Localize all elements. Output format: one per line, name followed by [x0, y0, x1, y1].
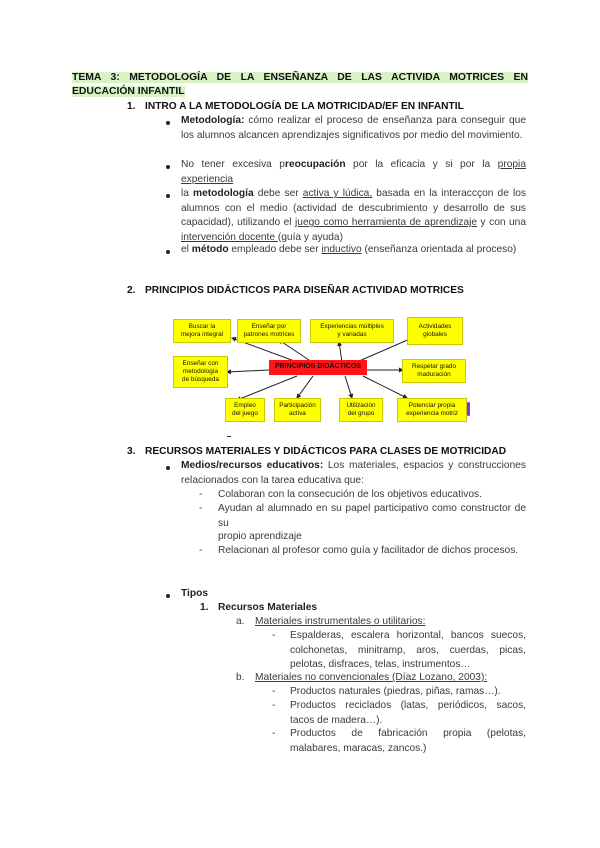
- principios-diagram: [167, 314, 495, 428]
- dash-bullet: -: [272, 686, 276, 697]
- bullet-icon: [166, 121, 170, 125]
- no-conv-item-3: Productos de fabricación propia (pelotas, malabares, maracas, zancos.): [290, 728, 526, 754]
- medios-item-1: Colaboran con la consecución de los objetivos educativos.: [218, 489, 482, 500]
- diagram-node: Experiencias múltiples y variadas: [310, 319, 394, 343]
- diagram-node: Buscar la mejora integral: [173, 319, 231, 343]
- dash-bullet: -: [199, 503, 203, 514]
- s1-bullet-4: el método empleado debe ser inductivo (enseñanza orientada al proceso): [181, 244, 517, 255]
- dash-bullet: -: [272, 700, 276, 711]
- medios-item-3: Relacionan al profesor como guía y facilitador de dichos procesos.: [218, 545, 519, 556]
- diagram-node: Enseñar por patrones motrices: [237, 319, 301, 343]
- instrumentales-list: Espalderas, escalera horizontal, bancos suecos, colchonetas, minitramp, aros, cuerdas, picas, pelotas, disfraces, telas, instrumentos…: [290, 630, 526, 671]
- bullet-icon: [166, 194, 170, 198]
- bullet-icon: [166, 250, 170, 254]
- diagram-node: Actividades globales: [407, 317, 463, 345]
- no-conv-item-1: Productos naturales (piedras, piñas, ramas…).: [290, 686, 501, 697]
- list-letter-b: b.: [236, 672, 245, 683]
- dash-bullet: -: [272, 630, 276, 641]
- s1-bullet-2: No tener excesiva preocupación por la eficacia y si por la propia experiencia: [181, 159, 526, 185]
- s1-bullet-1: Metodología: cómo realizar el proceso de enseñanza para conseguir que los alumnos alcancen aprendizajes significativos por medio del movimiento.: [181, 115, 526, 141]
- s1-bullet-3: la metodología debe ser activa y lúdica, basada en la interaccçon de los alumnos con el medio (actividad de descubrimiento y desarrollo de sus capacidad), utilizando el juego como herramienta de aprendizaje y con una intervención docente (guía y ayuda): [181, 188, 526, 243]
- materiales-instrumentales: Materiales instrumentales o utilitarios:: [255, 616, 426, 627]
- purple-marker: [467, 402, 470, 416]
- no-conv-item-2: Productos reciclados (latas, periódicos, sacos, tacos de madera…).: [290, 700, 526, 726]
- recursos-num: 1.: [200, 602, 209, 613]
- diagram-node: Enseñar con metodología de búsqueda: [173, 356, 228, 388]
- page-title-line2: EDUCACIÓN INFANTIL: [72, 86, 185, 97]
- diagram-node: Empleo del juego: [225, 398, 265, 422]
- section-1-heading: 1. INTRO A LA METODOLOGÍA DE LA MOTRICIDAD/EF EN INFANTIL: [127, 101, 464, 112]
- dash-bullet: -: [199, 545, 203, 556]
- bullet-icon: [166, 466, 170, 470]
- list-letter-a: a.: [236, 616, 245, 627]
- diagram-node: Participación activa: [274, 398, 321, 422]
- section-2-heading: 2. PRINCIPIOS DIDÁCTICOS PARA DISEÑAR ACTIVIDAD MOTRICES: [127, 285, 464, 296]
- medios-item-2: Ayudan al alumnado en su papel participativo como constructor de su: [218, 503, 526, 529]
- section-3-heading: 3. RECURSOS MATERIALES Y DIDÁCTICOS PARA CLASES DE MOTRICIDAD: [127, 446, 507, 457]
- materiales-no-convencionales: Materiales no convencionales (Díaz Lozano, 2003):: [255, 672, 488, 683]
- dash-bullet: -: [199, 489, 203, 500]
- medios-item-2-cont: propio aprendizaje: [218, 531, 302, 542]
- diagram-node: Potenciar propia experiencia motriz: [397, 398, 467, 422]
- dash-bullet: -: [272, 728, 276, 739]
- bullet-icon: [166, 165, 170, 169]
- diagram-node: Utilización del grupo: [339, 398, 383, 422]
- diagram-center: PRINCIPIOS DIDÁCTICOS: [269, 360, 367, 375]
- tipos-label: Tipos: [181, 588, 208, 599]
- medios-paragraph: Medios/recursos educativos: Los materiales, espacios y construcciones relacionados con la tarea educativa que:: [181, 460, 526, 486]
- recursos-materiales: Recursos Materiales: [218, 602, 318, 613]
- bullet-icon: [166, 594, 170, 598]
- diagram-node: Respetar grado maduración: [402, 359, 466, 383]
- dash-mark: [227, 436, 231, 437]
- page-title: TEMA 3: METODOLOGÍA DE LA ENSEÑANZA DE LAS ACTIVIDA MOTRICES EN: [72, 72, 528, 83]
